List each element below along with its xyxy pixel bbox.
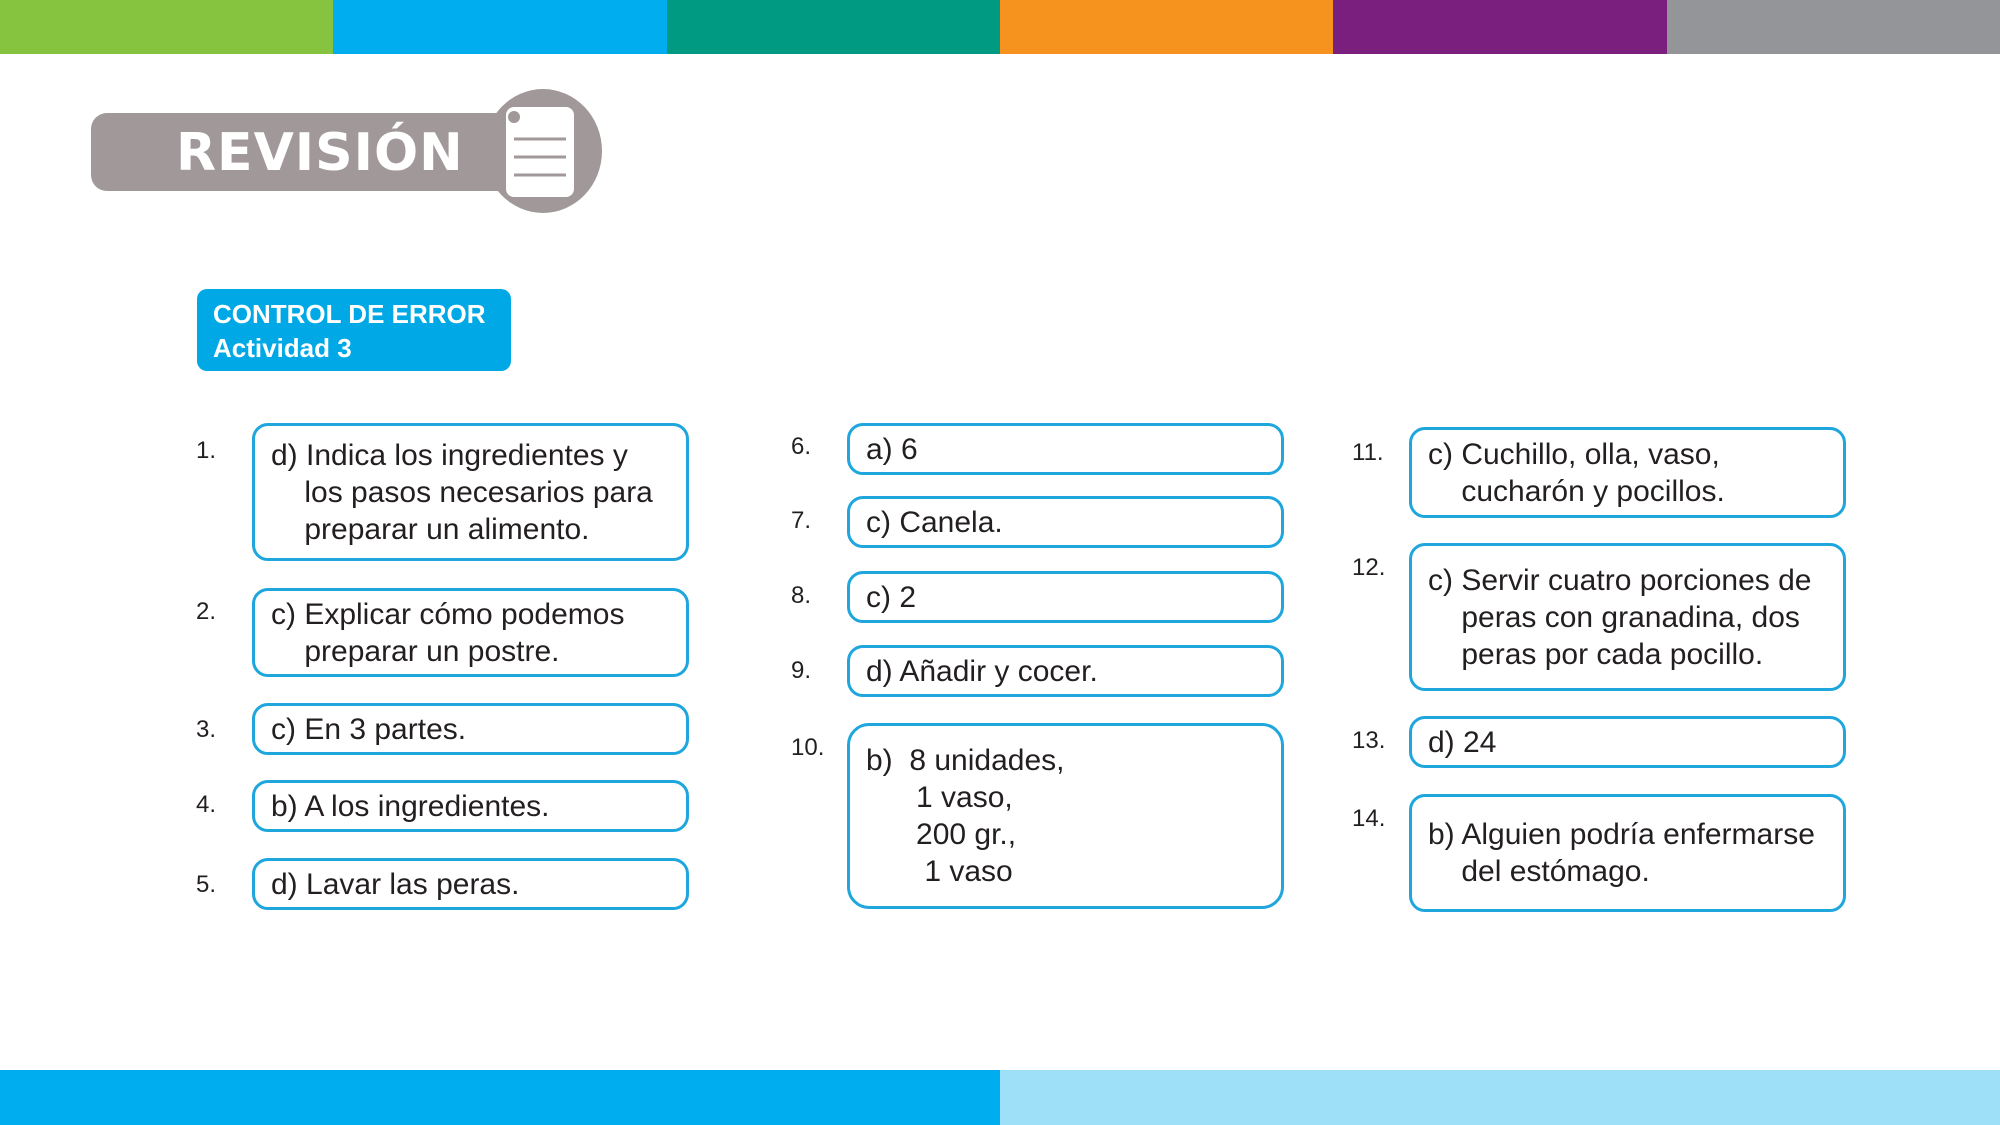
question-number-9: 9. — [791, 657, 812, 684]
question-number-10: 10. — [791, 734, 825, 761]
answer-box-10 — [847, 723, 1284, 909]
answer-box-1 — [252, 423, 689, 561]
answer-text-5: d) Lavar las peras. — [271, 867, 520, 901]
answer-box-5 — [252, 858, 689, 910]
answer-box-12 — [1409, 543, 1846, 691]
answer-text-12: c) Servir cuatro porciones de peras con granadina, dos peras por cada pocillo. — [1428, 563, 1812, 671]
control-de-error-badge — [197, 289, 511, 371]
answer-text-4: b) A los ingredientes. — [271, 789, 550, 823]
answer-text-3: c) En 3 partes. — [271, 712, 467, 746]
stripe-blue — [333, 0, 666, 54]
answer-text-14: b) Alguien podría enfermarse del estómago. — [1428, 818, 1815, 888]
answer-text-8: c) 2 — [866, 580, 917, 614]
question-number-5: 5. — [196, 871, 217, 898]
answer-text-6: a) 6 — [866, 432, 918, 466]
top-color-stripes — [0, 0, 2000, 54]
stripe-orange — [1000, 0, 1333, 54]
stripe-green — [0, 0, 333, 54]
answer-box-4 — [252, 780, 689, 832]
question-number-12: 12. — [1352, 554, 1386, 581]
stripe-teal — [667, 0, 1000, 54]
answer-box-3 — [252, 703, 689, 755]
question-number-14: 14. — [1352, 805, 1386, 832]
question-number-13: 13. — [1352, 727, 1386, 754]
page-title: REVISIÓN — [176, 123, 464, 183]
answer-box-8 — [847, 571, 1284, 623]
question-number-4: 4. — [196, 791, 217, 818]
answer-text-7: c) Canela. — [866, 505, 1003, 539]
answer-box-11 — [1409, 427, 1846, 518]
question-number-1: 1. — [196, 437, 217, 464]
answer-text-1: d) Indica los ingredientes y los pasos necesarios para preparar un alimento. — [271, 438, 653, 546]
stripe-gray — [1667, 0, 2000, 54]
question-number-3: 3. — [196, 716, 217, 743]
question-number-6: 6. — [791, 433, 812, 460]
document-icon — [504, 105, 576, 199]
answer-text-13: d) 24 — [1428, 725, 1497, 759]
answer-box-13 — [1409, 716, 1846, 768]
question-number-8: 8. — [791, 582, 812, 609]
bottom-color-stripes — [0, 1070, 2000, 1125]
question-number-2: 2. — [196, 598, 217, 625]
badge-title: CONTROL DE ERROR — [213, 299, 486, 329]
answer-text-10: b) 8 unidades, 1 vaso, 200 gr., 1 vaso — [866, 744, 1065, 888]
question-number-7: 7. — [791, 507, 812, 534]
badge-subtitle: Actividad 3 — [213, 333, 352, 363]
bottom-stripe-blue — [0, 1070, 1000, 1125]
answer-box-14 — [1409, 794, 1846, 912]
answer-text-9: d) Añadir y cocer. — [866, 654, 1098, 688]
question-number-11: 11. — [1352, 439, 1384, 466]
answer-box-7 — [847, 496, 1284, 548]
answer-text-11: c) Cuchillo, olla, vaso, cucharón y pocillos. — [1428, 437, 1725, 508]
answer-box-6 — [847, 423, 1284, 475]
answer-box-2 — [252, 588, 689, 677]
answer-text-2: c) Explicar cómo podemos preparar un postre. — [271, 597, 625, 668]
answer-box-9 — [847, 645, 1284, 697]
bottom-stripe-light-blue — [1000, 1070, 2000, 1125]
stripe-purple — [1333, 0, 1666, 54]
